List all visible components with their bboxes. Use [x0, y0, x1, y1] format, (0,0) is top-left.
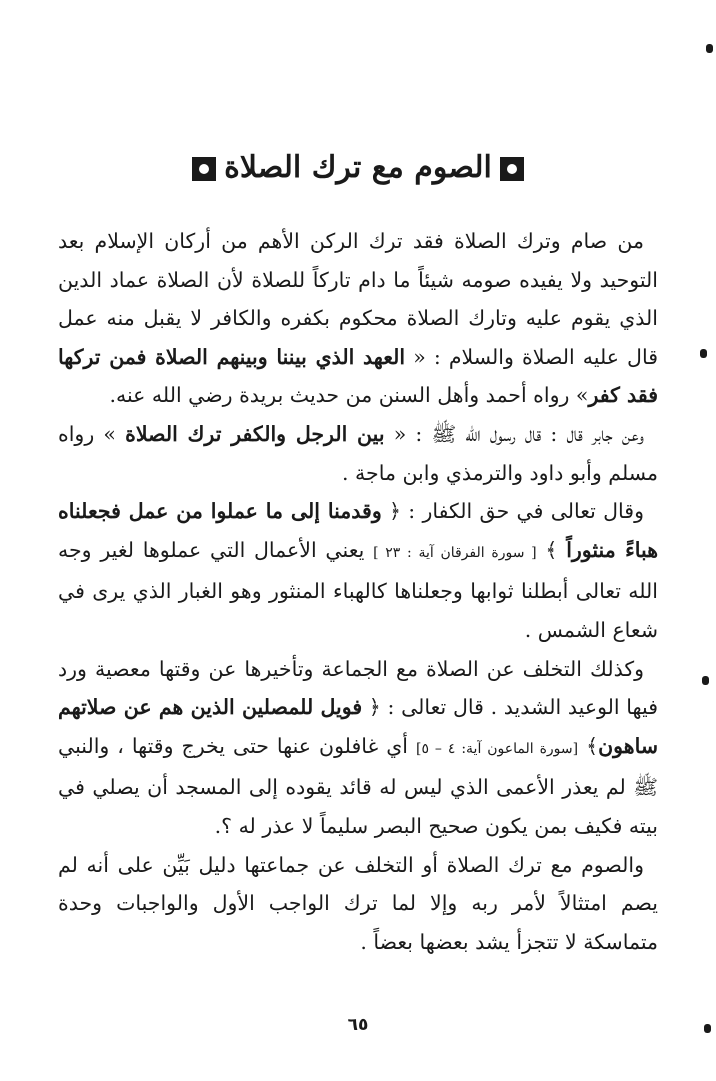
text-run: من صام وترك الصلاة فقد ترك الركن الأهم من أركان الإسلام بعد التوحيد ولا يفيده صومه شيئاً ما دام تاركاً للصلاة لأن الصلاة عماد الدين الذي يقوم عليه وتارك الصلاة محكوم بكفره والكافر لا يقبل منه عمل قال عليه الصلاة والسلام : «: [58, 229, 658, 369]
quoted-text: فويل للمصلين الذين هم عن صلاتهم ساهون: [58, 695, 659, 758]
citation: [سورة الماعون آية: ٤ – ٥]: [415, 740, 579, 757]
quoted-text: وقدمنا إلى ما عملوا من عمل فجعلناه هباءً منثوراً: [58, 499, 659, 562]
text-run: » رواه أحمد وأهل السنن من حديث بريدة رضي الله عنه.: [109, 383, 589, 408]
quoted-text: العهد الذي بيننا وبينهم الصلاة فمن تركها فقد كفر: [58, 344, 658, 408]
binding-mark: [700, 349, 707, 358]
text-run: ﴾: [578, 733, 599, 758]
binding-mark: [702, 676, 709, 685]
text-run: ﴾: [536, 537, 567, 562]
text-run: أي غافلون عنها حتى يخرج وقتها ، والنبي ﷺ لم يعذر الأعمى الذي ليس له قائد يقوده إلى المسجد أن يصلي في بيته فكيف بمن يكون صحيح البصر سليماً لا عذر له ؟.: [58, 733, 658, 838]
page-title: [0, 148, 716, 188]
paragraph: [58, 222, 658, 415]
text-run: » رواه مسلم وأبو داود والترمذي وابن ماجة .: [58, 421, 658, 485]
text-run: وكذلك التخلف عن الصلاة مع الجماعة وتأخيرها عن وقتها معصية ورد فيها الوعيد الشديد . قال تعالى : ﴿: [58, 656, 658, 720]
body-text: [58, 222, 658, 961]
citation: [ سورة الفرقان آية : ٢٣ ]: [373, 544, 537, 561]
page-title-text: الصوم مع ترك الصلاة: [224, 150, 492, 185]
text-run: وقال تعالى في حق الكفار : ﴿: [381, 499, 644, 524]
ornament-right-icon: [500, 157, 524, 181]
paragraph: [58, 492, 658, 649]
binding-mark: [704, 1024, 711, 1033]
binding-mark: [706, 44, 713, 53]
paragraph: [58, 650, 658, 846]
text-run: يعني الأعمال التي عملوها لغير وجه الله تعالى أبطلنا ثوابها وجعلناها كالهباء المنثور وهو الغبار الذي يرى في شعاع الشمس .: [58, 537, 658, 642]
page-number: ٦٥: [347, 1015, 369, 1035]
paragraph: [58, 846, 658, 962]
text-run: وعن جابر قال : قال رسول الله ﷺ : «: [384, 421, 644, 446]
text-run: والصوم مع ترك الصلاة أو التخلف عن جماعتها دليل بَيِّن على أنه لم يصم امتثالاً لأمر ربه وإلا لما ترك الواجب الأول والواجبات وحدة متماسكة لا تتجزأ يشد بعضها بعضاً .: [58, 852, 658, 954]
ornament-left-icon: [192, 157, 216, 181]
quoted-text: بين الرجل والكفر ترك الصلاة: [125, 421, 385, 446]
paragraph: [58, 415, 658, 492]
